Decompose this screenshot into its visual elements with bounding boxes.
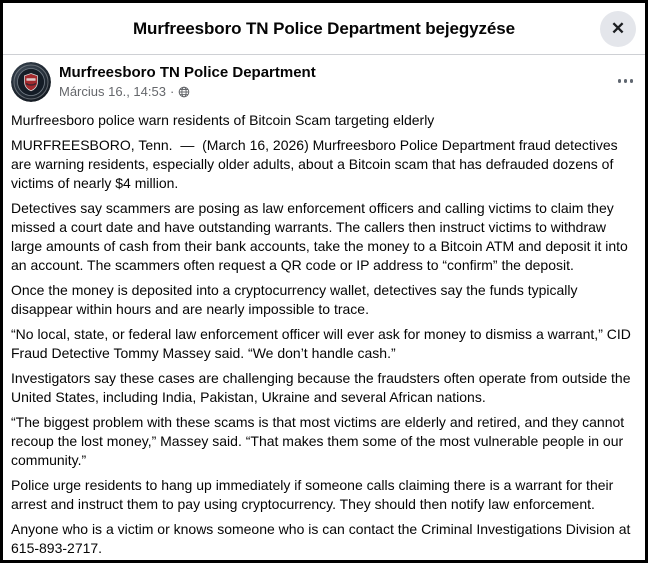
- police-badge-avatar-image: [11, 62, 51, 102]
- dialog-header: [3, 3, 645, 55]
- close-icon: ✕: [610, 19, 626, 38]
- post-paragraph: Investigators say these cases are challenging because the fraudsters often operate from outside the United States, including India, Pakistan, Ukraine and several African nations.: [11, 370, 635, 405]
- post-paragraph: Once the money is deposited into a cryptocurrency wallet, detectives say the funds typically disappear within hours and are nearly impossible to trace.: [11, 282, 582, 317]
- post-paragraph: Anyone who is a victim or knows someone who is can contact the Criminal Investigations Division at 615-893-2717.: [11, 521, 635, 556]
- post-meta: [59, 84, 316, 100]
- ellipsis-icon: [618, 79, 622, 83]
- post-paragraph: MURFREESBORO, Tenn. — (March 16, 2026) Murfreesboro Police Department fraud detectives are warning residents, especially older adults, about a Bitcoin scam that has defrauded dozens of victims of nearly $4 million.: [11, 137, 622, 191]
- meta-separator: ·: [169, 84, 175, 99]
- dialog-title: Murfreesboro TN Police Department bejegyzése: [133, 18, 515, 38]
- author-name[interactable]: Murfreesboro TN Police Department: [59, 64, 316, 81]
- author-block: [59, 62, 316, 100]
- post-header: [11, 62, 637, 104]
- post-paragraph: Police urge residents to hang up immediately if someone calls claiming there is a warrant for their arrest and instruct them to pay using cryptocurrency. They should then notify law enforcement.: [11, 477, 618, 512]
- post-paragraph: “The biggest problem with these scams is that most victims are elderly and retired, and they cannot recoup the lost money,” Massey said. “That makes them some of the most vulnerable people in our community.”: [11, 414, 629, 468]
- post-paragraph: “No local, state, or federal law enforcement officer will ever ask for money to dismiss a warrant,” CID Fraud Detective Tommy Massey said. “We don’t handle cash.”: [11, 326, 635, 361]
- post-menu-button[interactable]: [614, 71, 638, 91]
- post-text: [11, 111, 637, 558]
- avatar[interactable]: [11, 62, 51, 102]
- post-paragraph: Detectives say scammers are posing as law enforcement officers and calling victims to claim they missed a court date and have outstanding warrants. The callers then instruct victims to withdraw large amounts of cash from their bank accounts, take the money to a Bitcoin ATM and deposit it into an account. The scammers often request a QR code or IP address to “confirm” the deposit.: [11, 200, 632, 273]
- close-button[interactable]: [600, 11, 636, 47]
- post-timestamp[interactable]: Március 16., 14:53: [59, 84, 166, 99]
- globe-icon: [178, 86, 190, 98]
- post-paragraph: Murfreesboro police warn residents of Bitcoin Scam targeting elderly: [11, 112, 435, 128]
- post-body: [3, 55, 645, 558]
